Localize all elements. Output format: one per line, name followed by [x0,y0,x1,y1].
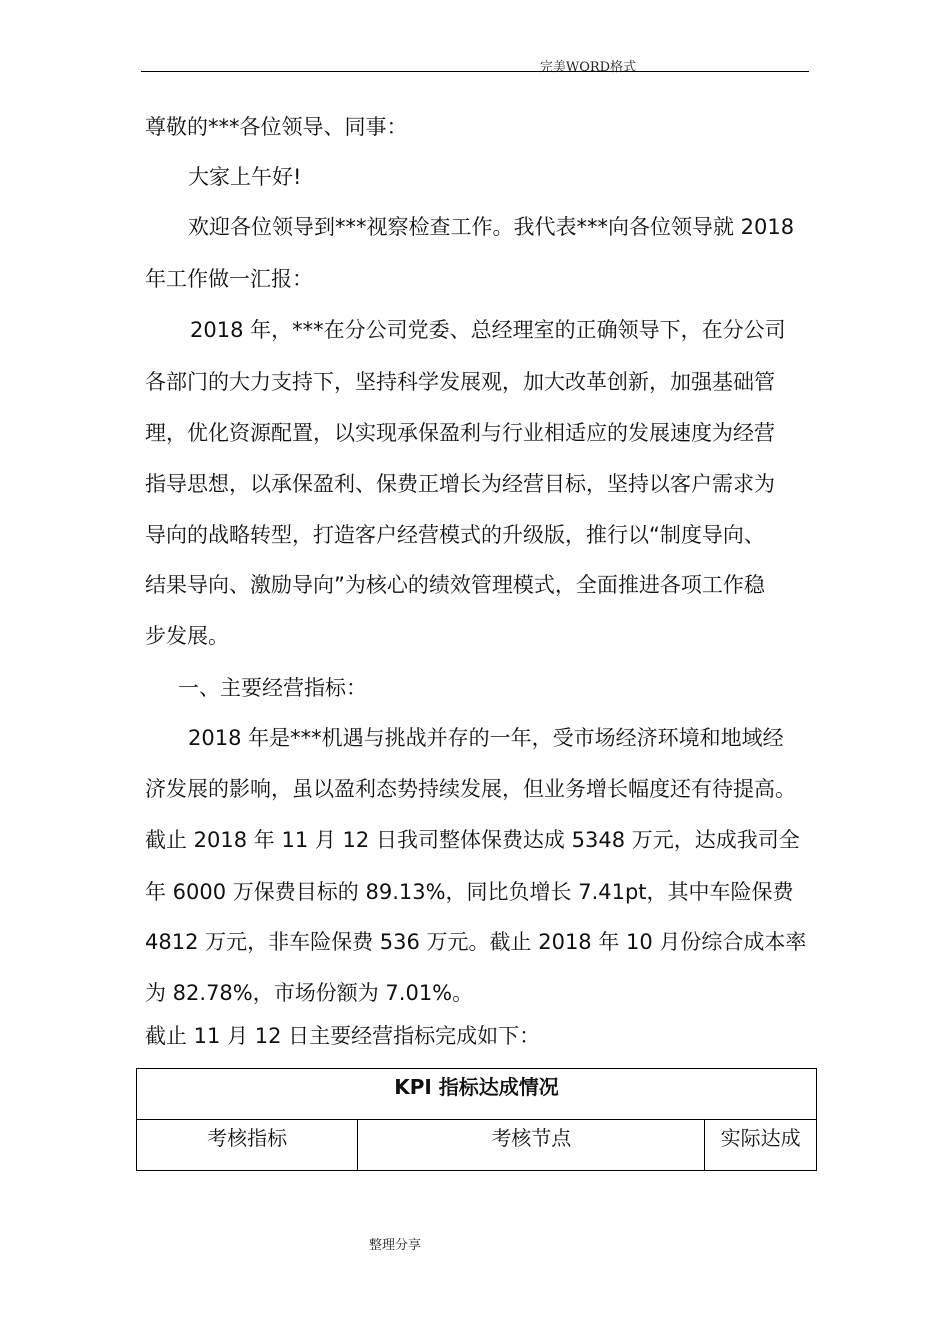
paragraph-line: 济发展的影响，虽以盈利态势持续发展，但业务增长幅度还有待提高。 [145,777,796,801]
paragraph-line: 年 6000 万保费目标的 89.13%，同比负增长 7.41pt，其中车险保费 [145,880,794,904]
paragraph-line: 欢迎各位领导到***视察检查工作。我代表***向各位领导就 2018 [188,215,795,239]
kpi-table-title: KPI 指标达成情况 [137,1069,817,1120]
paragraph-line: 为 82.78%，市场份额为 7.01%。 [145,981,474,1005]
paragraph-line: 指导思想，以承保盈利、保费正增长为经营目标，坚持以客户需求为 [145,472,775,496]
header-rule [141,71,809,72]
header-cell-checkpoint: 考核节点 [358,1120,705,1171]
paragraph-line: 2018 年是***机遇与挑战并存的一年，受市场经济环境和地域经 [188,726,784,750]
header-cell-indicator: 考核指标 [137,1120,358,1171]
paragraph-line: 各部门的大力支持下，坚持科学发展观，加大改革创新，加强基础管 [145,370,775,394]
greeting-line: 大家上午好! [188,165,302,189]
paragraph-line: 理，优化资源配置，以实现承保盈利与行业相适应的发展速度为经营 [145,421,775,445]
table-intro-line: 截止 11 月 12 日主要经营指标完成如下： [145,1024,541,1048]
salutation-line: 尊敬的***各位领导、同事： [145,115,408,139]
kpi-table [136,1068,817,1171]
paragraph-line: 2018 年，***在分公司党委、总经理室的正确领导下，在分公司 [190,318,786,342]
page-header: 完美WORD格式 [539,60,637,75]
paragraph-line: 年工作做一汇报： [145,267,313,291]
page-footer: 整理分享 [368,1238,421,1253]
kpi-title-row [137,1069,817,1120]
paragraph-line: 截止 2018 年 11 月 12 日我司整体保费达成 5348 万元，达成我司全 [145,828,800,852]
paragraph-line: 导向的战略转型，打造客户经营模式的升级版，推行以“制度导向、 [145,523,765,547]
header-cell-actual: 实际达成 [705,1120,817,1171]
paragraph-line: 步发展。 [145,624,229,648]
kpi-header-row [137,1120,817,1171]
paragraph-line: 结果导向、激励导向”为核心的绩效管理模式，全面推进各项工作稳 [145,573,765,597]
paragraph-line: 4812 万元，非车险保费 536 万元。截止 2018 年 10 月份综合成本率 [145,930,807,954]
section-heading: 一、主要经营指标： [178,676,367,700]
